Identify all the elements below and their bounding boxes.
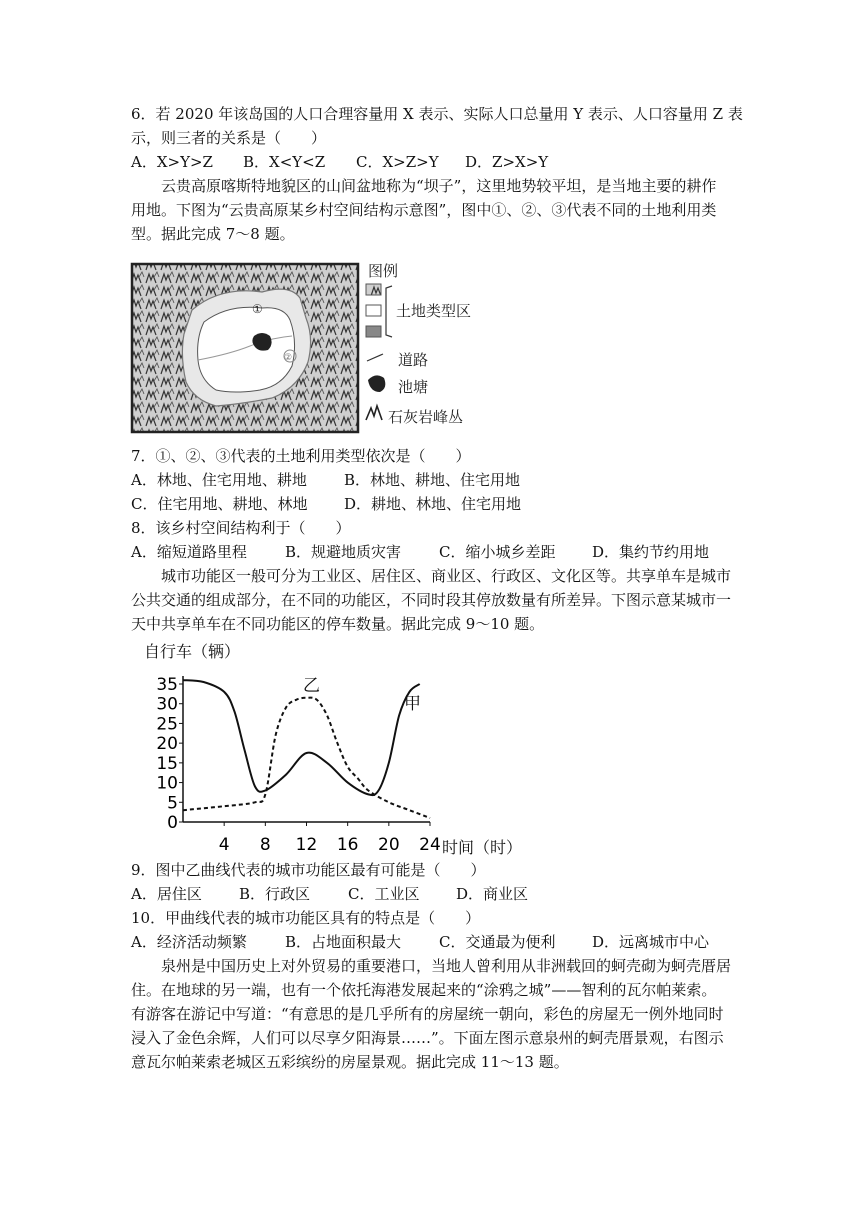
y-tick-label-25: 25 bbox=[156, 714, 178, 735]
intro-9-10-line2: 公共交通的组成部分，在不同的功能区，不同时段其停放数量有所差异。下图示意某城市一 bbox=[131, 591, 732, 609]
q10-stem: 10．甲曲线代表的城市功能区具有的特点是（ ） bbox=[131, 909, 481, 927]
q6-stem-line2: 示，则三者的关系是（ ） bbox=[131, 129, 327, 147]
q6-option-d: D．Z>X>Y bbox=[465, 153, 549, 171]
y-tick-label-10: 10 bbox=[156, 773, 178, 794]
q7-option-d: D．耕地、林地、住宅用地 bbox=[344, 495, 522, 513]
series-yi-label: 乙 bbox=[303, 676, 320, 696]
q7-option-b: B．林地、耕地、住宅用地 bbox=[344, 471, 521, 489]
intro-11-13-line2: 住。在地球的另一端，也有一个依托海港发展起来的“涂鸦之城”——智利的瓦尔帕莱索。 bbox=[131, 981, 717, 999]
chart-xlabel: 时间（时） bbox=[442, 838, 523, 857]
q7-stem: 7．①、②、③代表的土地利用类型依次是（ ） bbox=[131, 447, 471, 465]
q10-option-b: B．占地面积最大 bbox=[285, 933, 402, 951]
q8-option-c: C．缩小城乡差距 bbox=[439, 543, 556, 561]
q10-option-c: C．交通最为便利 bbox=[439, 933, 556, 951]
intro-7-8-line2: 用地。下图为“云贵高原某乡村空间结构示意图”，图中①、②、③代表不同的土地利用类 bbox=[131, 201, 717, 219]
intro-11-13-line4: 浸入了金色余辉，人们可以尽享夕阳海景……”。下面左图示意泉州的蚵壳厝景观，右图示 bbox=[131, 1029, 724, 1047]
bike-parking-chart bbox=[140, 636, 540, 862]
y-tick-label-30: 30 bbox=[156, 694, 178, 715]
x-tick-label-24: 24 bbox=[419, 835, 441, 855]
q8-option-b: B．规避地质灾害 bbox=[285, 543, 402, 561]
q8-stem: 8．该乡村空间结构利于（ ） bbox=[131, 519, 351, 537]
x-tick-label-8: 8 bbox=[259, 835, 271, 855]
intro-11-13-line3: 有游客在游记中写道：“有意思的是几乎所有的房屋统一朝向，彩色的房屋无一例外地同时 bbox=[131, 1005, 724, 1023]
x-tick-label-4: 4 bbox=[218, 835, 230, 855]
pond-legend-icon bbox=[368, 375, 385, 392]
y-tick-label-0: 0 bbox=[167, 813, 178, 833]
intro-9-10-line3: 天中共享单车在不同功能区的停车数量。据此完成 9～10 题。 bbox=[131, 615, 545, 633]
village-map-figure bbox=[130, 258, 500, 436]
y-tick-label-20: 20 bbox=[156, 734, 178, 755]
q10-option-a: A．经济活动频繁 bbox=[131, 933, 247, 951]
q9-option-c: C．工业区 bbox=[348, 885, 420, 903]
q7-option-a: A．林地、住宅用地、耕地 bbox=[131, 471, 307, 489]
limestone-peak-legend-icon bbox=[366, 406, 382, 420]
map-mark-2: ② bbox=[284, 353, 293, 363]
q7-option-c: C．住宅用地、耕地、林地 bbox=[131, 495, 308, 513]
intro-11-13-line5: 意瓦尔帕莱索老城区五彩缤纷的房屋景观。据此完成 11～13 题。 bbox=[131, 1053, 569, 1071]
q8-option-a: A．缩短道路里程 bbox=[131, 543, 247, 561]
road-legend-icon bbox=[367, 354, 383, 361]
q6-option-b: B．X<Y<Z bbox=[243, 153, 326, 171]
intro-11-13-line1: 泉州是中国历史上对外贸易的重要港口，当地人曾利用从非洲载回的蚵壳砌为蚵壳厝居 bbox=[161, 957, 732, 975]
q10-option-d: D．远离城市中心 bbox=[592, 933, 710, 951]
legend-swatch-2 bbox=[366, 305, 381, 316]
legend-title: 图例 bbox=[368, 262, 399, 280]
q9-option-b: B．行政区 bbox=[239, 885, 311, 903]
legend-swatch-1 bbox=[366, 284, 381, 295]
x-tick-label-16: 16 bbox=[336, 835, 359, 855]
y-tick-label-5: 5 bbox=[167, 793, 178, 814]
basin-zone bbox=[198, 307, 295, 392]
y-tick-label-35: 35 bbox=[156, 675, 178, 695]
intro-7-8-line1: 云贵高原喀斯特地貌区的山间盆地称为“坝子”，这里地势较平坦，是当地主要的耕作 bbox=[161, 177, 717, 195]
q6-option-c: C．X>Z>Y bbox=[356, 153, 439, 171]
series-yi-line bbox=[183, 698, 430, 818]
q8-option-d: D．集约节约用地 bbox=[592, 543, 710, 561]
legend-land-type: 土地类型区 bbox=[396, 302, 472, 320]
series-jia-label: 甲 bbox=[404, 694, 421, 714]
intro-9-10-line1: 城市功能区一般可分为工业区、居住区、商业区、行政区、文化区等。共享单车是城市 bbox=[161, 567, 732, 585]
map-legend bbox=[366, 262, 471, 426]
q9-option-a: A．居住区 bbox=[131, 885, 202, 903]
legend-peak: 石灰岩峰丛 bbox=[388, 408, 464, 426]
legend-road: 道路 bbox=[398, 351, 429, 369]
y-tick-label-15: 15 bbox=[156, 753, 178, 774]
x-axis-ticks bbox=[219, 822, 441, 855]
map-frame bbox=[132, 264, 358, 432]
q6-option-a: A．X>Y>Z bbox=[131, 153, 213, 171]
legend-pond: 池塘 bbox=[398, 378, 429, 396]
q6-stem-line1: 6．若 2020 年该岛国的人口合理容量用 X 表示、实际人口总量用 Y 表示、人口容量用 Z 表 bbox=[131, 105, 743, 123]
legend-swatch-3 bbox=[366, 326, 381, 337]
x-tick-label-12: 12 bbox=[295, 835, 318, 855]
map-mark-1: ① bbox=[252, 302, 263, 316]
q9-stem: 9．图中乙曲线代表的城市功能区最有可能是（ ） bbox=[131, 861, 486, 879]
series-jia-line bbox=[183, 680, 420, 795]
q9-option-d: D．商业区 bbox=[456, 885, 529, 903]
chart-ylabel: 自行车（辆） bbox=[144, 642, 241, 661]
intro-7-8-line3: 型。据此完成 7～8 题。 bbox=[131, 225, 295, 243]
y-axis-ticks bbox=[156, 675, 183, 833]
x-tick-label-20: 20 bbox=[378, 835, 400, 855]
